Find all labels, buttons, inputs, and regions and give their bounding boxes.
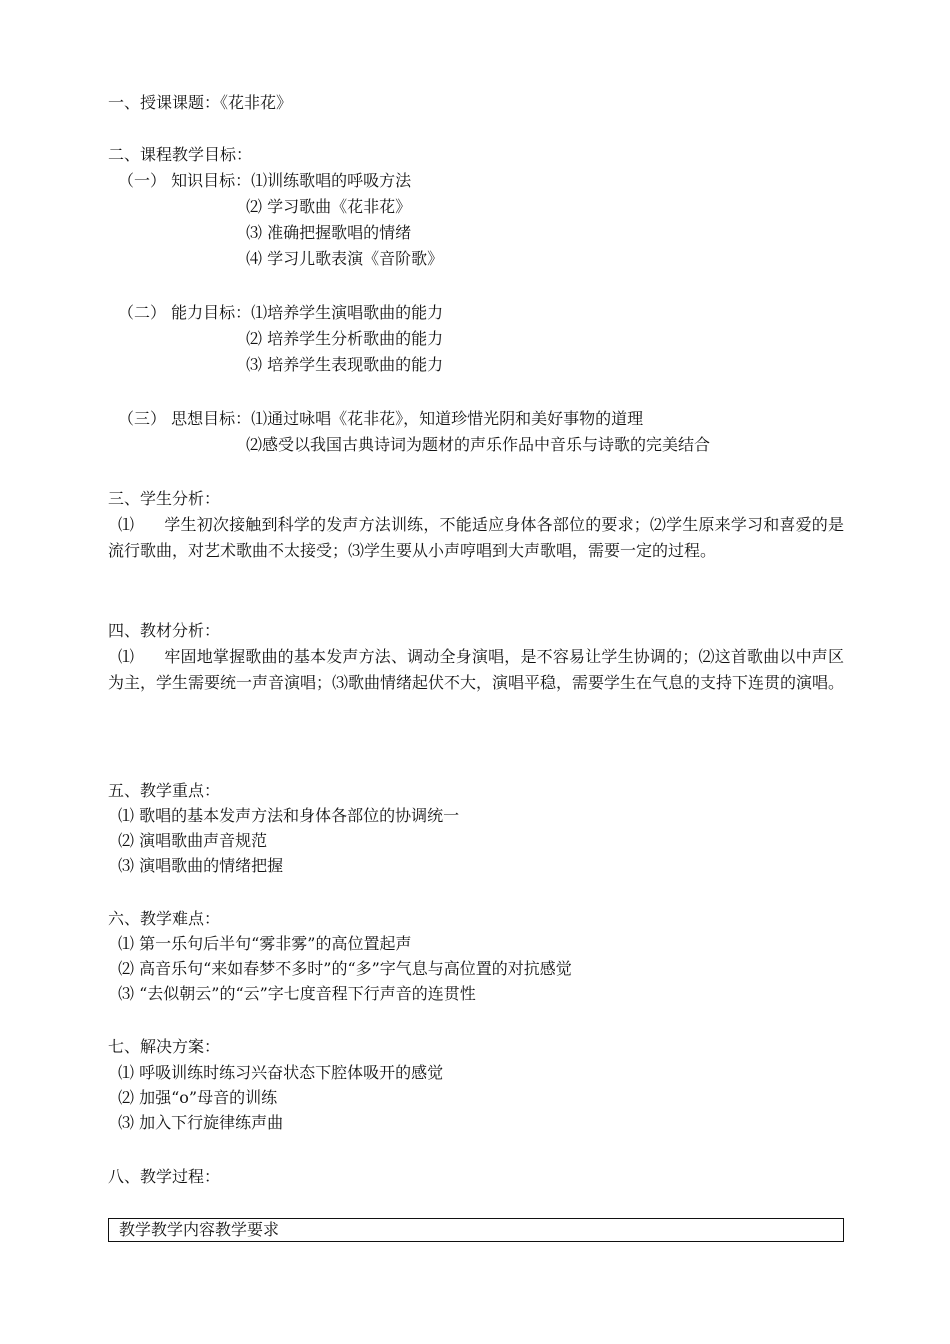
section-3-title: 三、学生分析： [108, 489, 221, 508]
teaching-process-table [108, 1218, 844, 1242]
solution-item: ⑵ 加强“o”母音的训练 [118, 1088, 278, 1107]
difficulty-item: ⑵ 高音乐句“来如春梦不多时”的“多”字气息与高位置的对抗感觉 [118, 959, 572, 978]
material-analysis-paragraph [108, 644, 844, 696]
paragraph-marker: ⑴ [118, 515, 135, 534]
knowledge-goal-head: （一） 知识目标：⑴训练歌唱的呼吸方法 [118, 171, 412, 190]
section-5-title: 五、教学重点： [108, 781, 221, 800]
section-8-title: 八、教学过程： [108, 1167, 221, 1186]
paragraph-text: 学生初次接触到科学的发声方法训练，不能适应身体各部位的要求；⑵学生原来学习和喜爱的是流行歌曲，对艺术歌曲不太接受；⑶学生要从小声哼唱到大声歌唱，需要一定的过程。 [108, 515, 844, 560]
paragraph-marker: ⑴ [118, 647, 135, 666]
key-point-item: ⑵ 演唱歌曲声音规范 [118, 831, 268, 850]
ability-goal-item: ⑶ 培养学生表现歌曲的能力 [246, 355, 444, 374]
thought-goal-head: （三） 思想目标：⑴通过咏唱《花非花》，知道珍惜光阴和美好事物的道理 [118, 409, 644, 428]
paragraph-text: 牢固地掌握歌曲的基本发声方法、调动全身演唱，是不容易让学生协调的；⑵这首歌曲以中声区为主，学生需要统一声音演唱；⑶歌曲情绪起伏不大，演唱平稳，需要学生在气息的支持下连贯的演唱。 [108, 647, 845, 692]
knowledge-goal-item: ⑶ 准确把握歌唱的情绪 [246, 223, 412, 242]
section-4-title: 四、教材分析： [108, 621, 221, 640]
student-analysis-paragraph [108, 512, 844, 564]
knowledge-goal-item: ⑵ 学习歌曲《花非花》 [246, 197, 412, 216]
thought-goal-item: ⑵感受以我国古典诗词为题材的声乐作品中音乐与诗歌的完美结合 [246, 435, 711, 454]
section-1-title: 一、授课课题：《花非花》 [108, 93, 293, 112]
table-header-row: 教学教学内容教学要求 [119, 1220, 280, 1239]
ability-goal-item: ⑵ 培养学生分析歌曲的能力 [246, 329, 444, 348]
solution-item: ⑴ 呼吸训练时练习兴奋状态下腔体吸开的感觉 [118, 1063, 444, 1082]
section-2-title: 二、课程教学目标： [108, 145, 253, 164]
section-7-title: 七、解决方案： [108, 1037, 221, 1056]
knowledge-goal-item: ⑷ 学习儿歌表演《音阶歌》 [246, 249, 444, 268]
difficulty-item: ⑴ 第一乐句后半句“雾非雾”的高位置起声 [118, 934, 412, 953]
key-point-item: ⑶ 演唱歌曲的情绪把握 [118, 856, 284, 875]
key-point-item: ⑴ 歌唱的基本发声方法和身体各部位的协调统一 [118, 806, 460, 825]
ability-goal-head: （二） 能力目标：⑴培养学生演唱歌曲的能力 [118, 303, 444, 322]
solution-item: ⑶ 加入下行旋律练声曲 [118, 1113, 284, 1132]
difficulty-item: ⑶ “去似朝云”的“云”字七度音程下行声音的连贯性 [118, 984, 476, 1003]
section-6-title: 六、教学难点： [108, 909, 221, 928]
